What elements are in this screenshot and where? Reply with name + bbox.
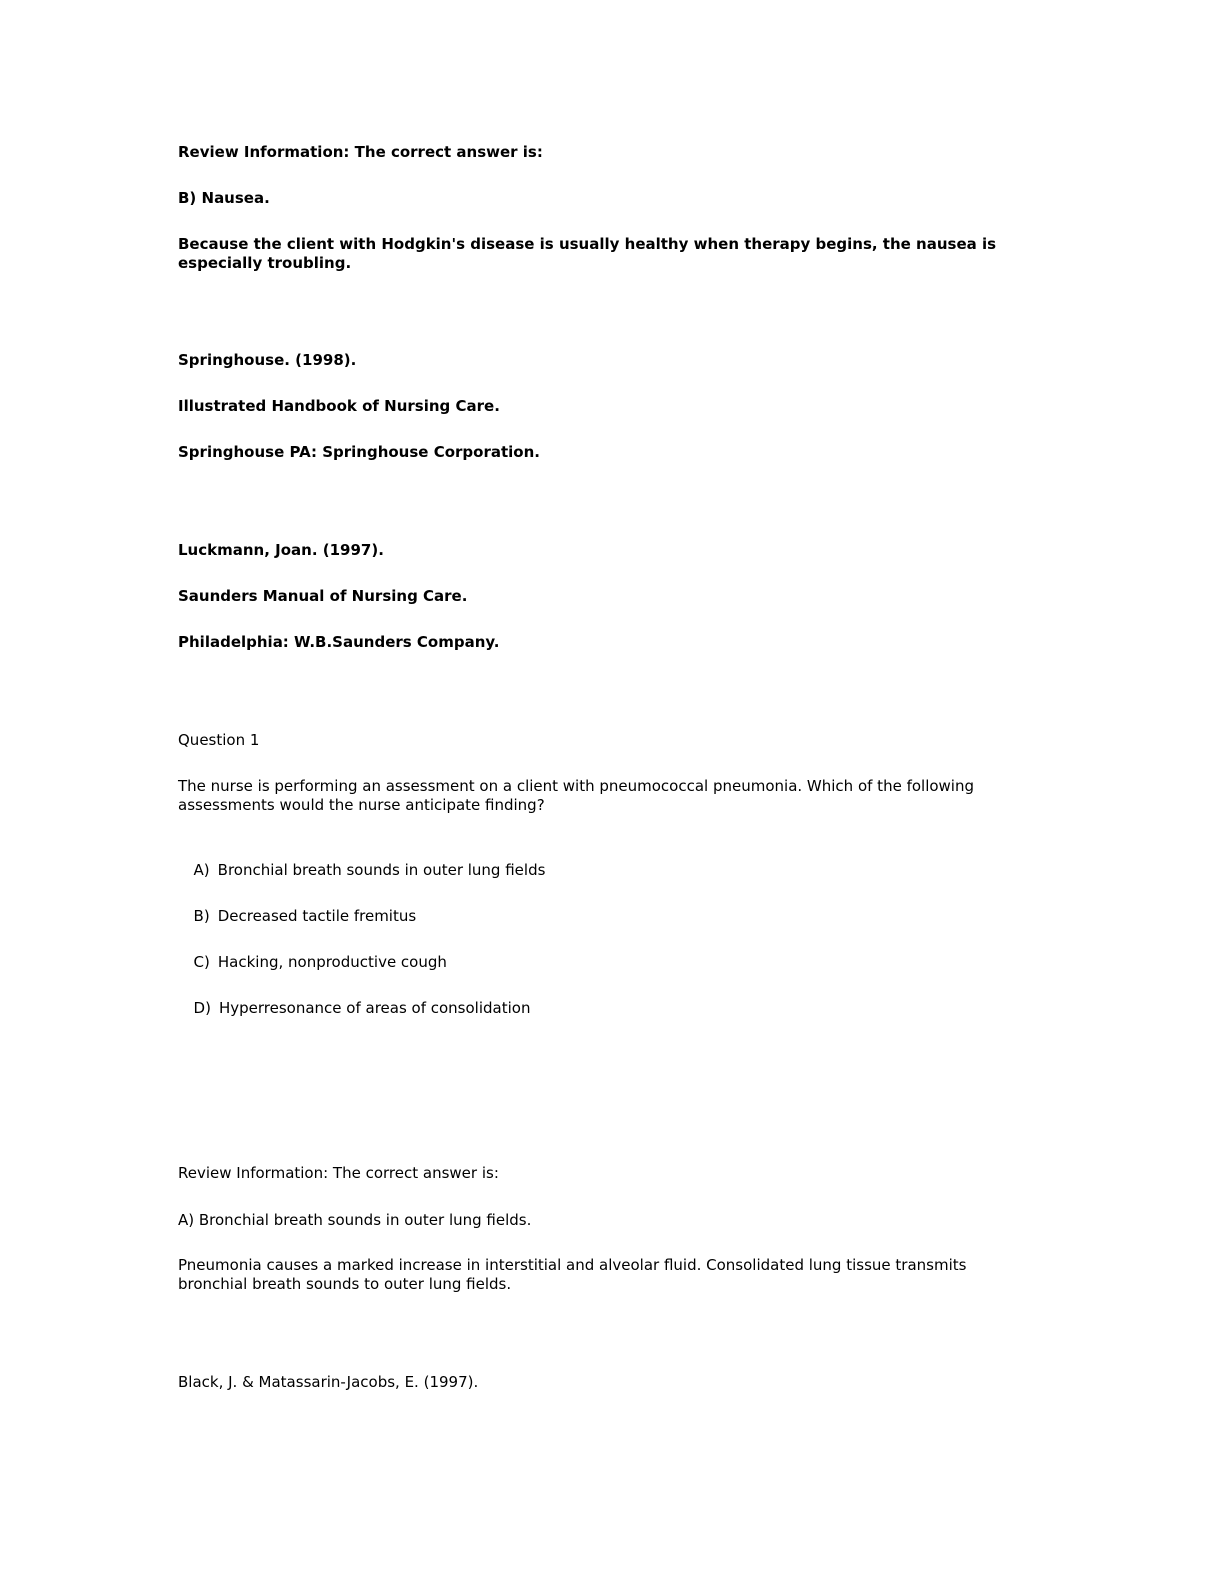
reference-title: Saunders Manual of Nursing Care. — [178, 587, 468, 605]
review-heading: Review Information: The correct answer is: — [178, 143, 543, 161]
rationale-text: Pneumonia causes a marked increase in interstitial and alveolar fluid. Consolidated lung tissue transmits bronchial breath sounds to outer lung fields. — [178, 1256, 972, 1293]
option-text: Hacking, nonproductive cough — [217, 953, 447, 971]
reference-author: Black, J. & Matassarin-Jacobs, E. (1997). — [178, 1373, 479, 1391]
answer-option — [184, 888, 416, 926]
option-text: Decreased tactile fremitus — [217, 907, 417, 925]
option-text: Bronchial breath sounds in outer lung fields — [217, 861, 546, 879]
option-letter: B) — [193, 907, 210, 925]
answer-option — [184, 934, 447, 972]
question-label: Question 1 — [178, 731, 260, 749]
review-heading: Review Information: The correct answer is: — [178, 1164, 499, 1182]
question-stem: The nurse is performing an assessment on a client with pneumococcal pneumonia. Which of the following assessments would the nurse anticipate finding? — [178, 777, 979, 814]
reference-publisher: Springhouse PA: Springhouse Corporation. — [178, 443, 540, 461]
reference-author: Luckmann, Joan. (1997). — [178, 541, 384, 559]
reference-title: Illustrated Handbook of Nursing Care. — [178, 397, 500, 415]
answer-option — [184, 980, 530, 1018]
reference-author: Springhouse. (1998). — [178, 351, 357, 369]
answer-option — [184, 842, 545, 880]
option-text: Hyperresonance of areas of consolidation — [218, 999, 531, 1017]
correct-answer: B) Nausea. — [178, 189, 270, 207]
rationale-text: Because the client with Hodgkin's disease is usually healthy when therapy begins, the nausea is especially troubling. — [178, 235, 1002, 272]
option-letter: C) — [193, 953, 210, 971]
reference-publisher: Philadelphia: W.B.Saunders Company. — [178, 633, 500, 651]
correct-answer: A) Bronchial breath sounds in outer lung fields. — [178, 1211, 532, 1229]
option-letter: A) — [193, 861, 210, 879]
option-letter: D) — [193, 999, 211, 1017]
